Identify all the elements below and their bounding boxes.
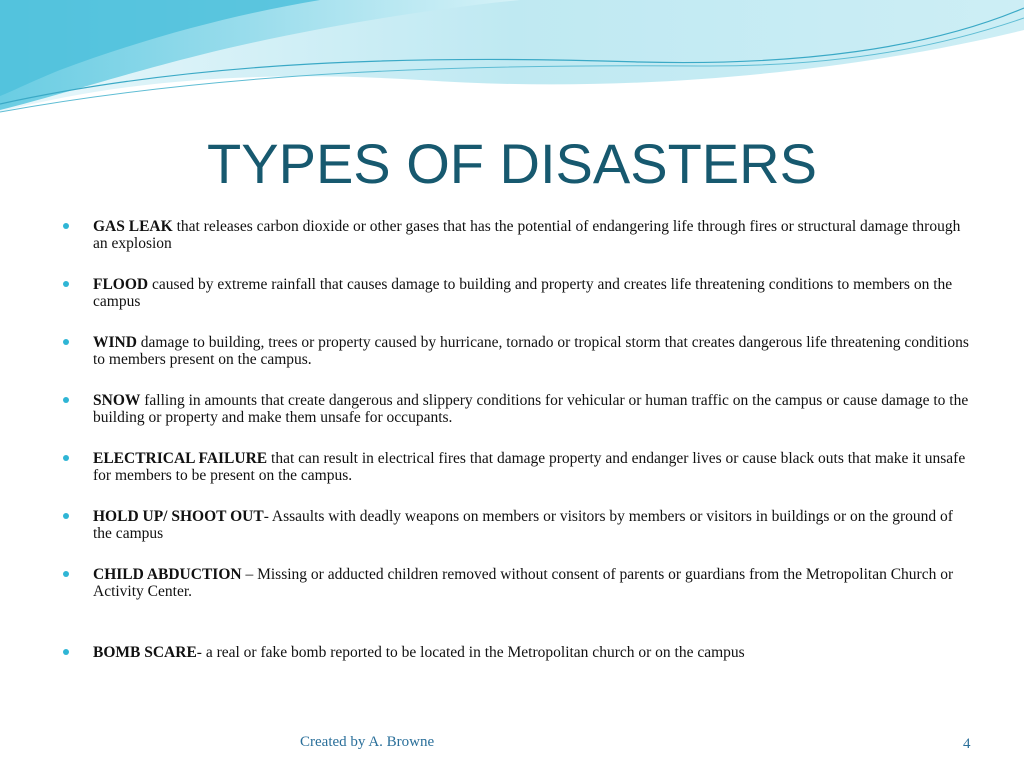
item-term: SNOW	[93, 392, 141, 409]
bullet-icon	[63, 223, 69, 229]
list-item	[60, 644, 970, 661]
list-item	[60, 392, 970, 426]
list-item	[60, 450, 970, 484]
slide-title: TYPES OF DISASTERS	[207, 132, 817, 195]
list-item	[60, 334, 970, 368]
bullet-icon	[63, 571, 69, 577]
list-item	[60, 276, 970, 310]
item-text: that releases carbon dioxide or other gases that has the potential of endangering life through fires or structural damage through an explosion	[93, 218, 961, 252]
item-text: – Missing or adducted children removed without consent of parents or guardians from the Metropolitan Church or Activity Center.	[93, 566, 954, 600]
item-term: WIND	[93, 334, 137, 351]
item-text: - Assaults with deadly weapons on members or visitors by members or visitors in buildings or on the ground of the campus	[93, 508, 953, 542]
list-item	[60, 218, 970, 252]
item-text: - a real or fake bomb reported to be located in the Metropolitan church or on the campus	[196, 644, 745, 661]
page-number: 4	[963, 736, 971, 752]
disaster-list	[60, 218, 970, 661]
bullet-icon	[63, 397, 69, 403]
item-text: caused by extreme rainfall that causes damage to building and property and creates life threatening conditions to members on the campus	[93, 276, 953, 310]
bullet-icon	[63, 339, 69, 345]
bullet-icon	[63, 455, 69, 461]
footer-author: Created by A. Browne	[300, 734, 435, 750]
item-text: damage to building, trees or property caused by hurricane, tornado or tropical storm that creates dangerous life threatening conditions to members present on the campus.	[93, 334, 969, 368]
bullet-icon	[63, 281, 69, 287]
item-term: ELECTRICAL FAILURE	[93, 450, 268, 467]
item-term: HOLD UP/ SHOOT OUT	[93, 508, 264, 525]
list-item	[60, 508, 970, 542]
item-term: FLOOD	[93, 276, 149, 293]
bullet-icon	[63, 513, 69, 519]
header-wave-decoration	[0, 0, 1024, 130]
bullet-icon	[63, 649, 69, 655]
item-text: that can result in electrical fires that damage property and endanger lives or cause black outs that make it unsafe for members to be present on the campus.	[93, 450, 966, 484]
item-term: BOMB SCARE	[93, 644, 197, 661]
item-term: GAS LEAK	[93, 218, 173, 235]
item-text: falling in amounts that create dangerous and slippery conditions for vehicular or human traffic on the campus or cause damage to the building or property and make them unsafe for occupants.	[93, 392, 969, 426]
list-item	[60, 566, 970, 600]
item-term: CHILD ABDUCTION	[93, 566, 242, 583]
